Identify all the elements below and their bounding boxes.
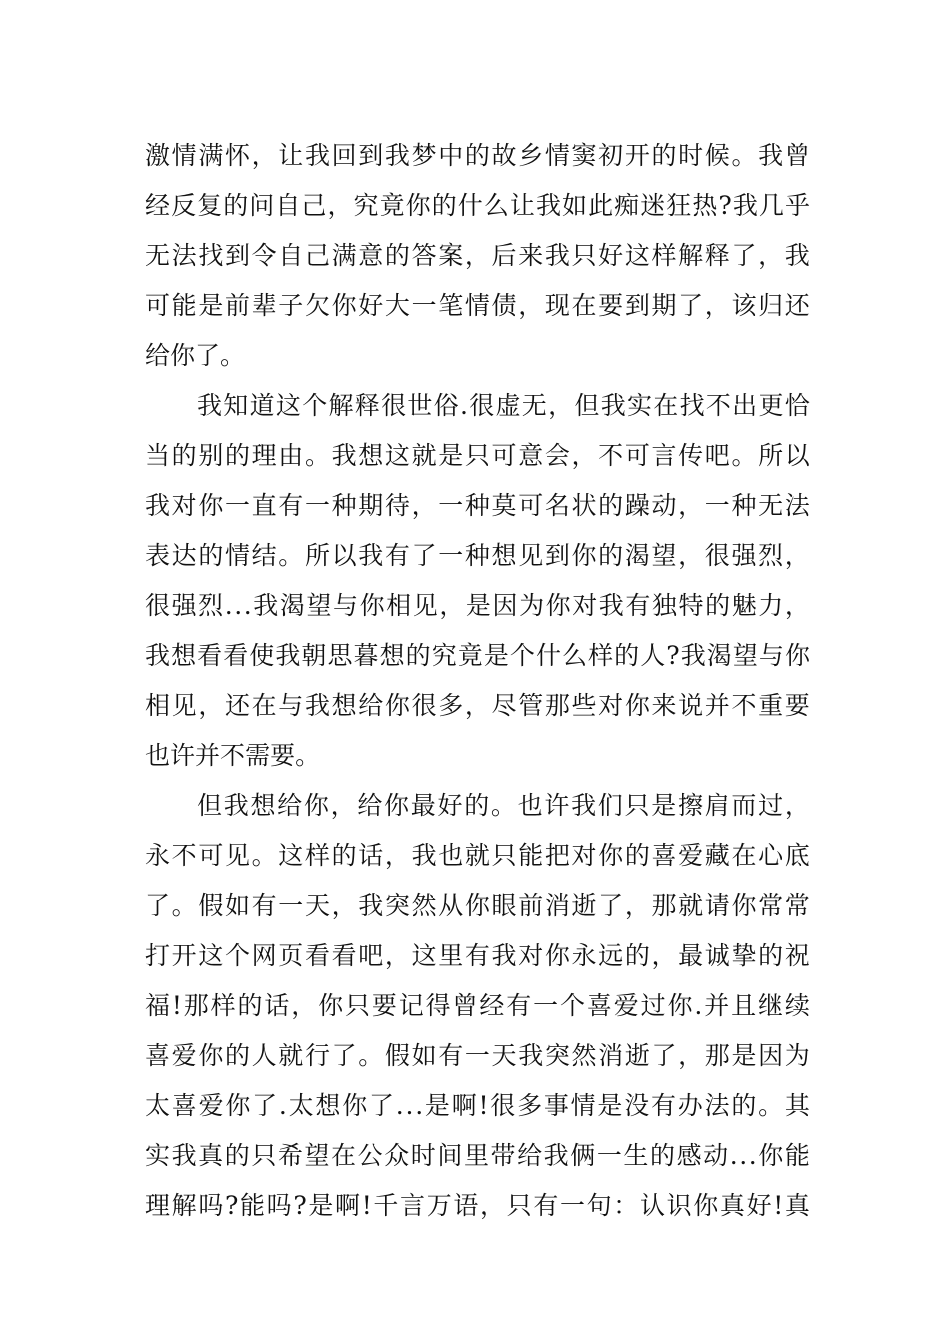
text-line: 太 喜 爱 你 了 . 太 想 你 了 . . . 是 啊 ! 很 多 事 情 是 没 有 办 法 的 。 其 bbox=[145, 1091, 810, 1120]
text-line: 打 开 这 个 网 页 看 看 吧 ， 这 里 有 我 对 你 永 远 的 ， 最 诚 挚 的 祝 bbox=[145, 941, 810, 970]
body-text bbox=[145, 131, 810, 1231]
text-line: 激 情 满 怀 ， 让 我 回 到 我 梦 中 的 故 乡 情 窦 初 开 的 时 候 。 我 曾 bbox=[145, 141, 810, 170]
text-line: 当 的 别 的 理 由 。 我 想 这 就 是 只 可 意 会 ， 不 可 言 传 吧 。 所 以 bbox=[145, 441, 810, 470]
text-line: 实 我 真 的 只 希 望 在 公 众 时 间 里 带 给 我 俩 一 生 的 感 动 . . . 你 能 bbox=[145, 1141, 810, 1170]
text-line: 了 。 假 如 有 一 天 ， 我 突 然 从 你 眼 前 消 逝 了 ， 那 就 请 你 常 常 bbox=[145, 891, 810, 920]
text-line: 永 不 可 见 。 这 样 的 话 ， 我 也 就 只 能 把 对 你 的 喜 爱 藏 在 心 底 bbox=[145, 841, 810, 870]
text-line: 可 能 是 前 辈 子 欠 你 好 大 一 笔 情 债 ， 现 在 要 到 期 了 ， 该 归 还 bbox=[145, 291, 810, 320]
text-line: 经 反 复 的 问 自 己 ， 究 竟 你 的 什 么 让 我 如 此 痴 迷 狂 热 ? 我 几 乎 bbox=[145, 191, 810, 220]
text-line: 相 见 ， 还 在 与 我 想 给 你 很 多 ， 尽 管 那 些 对 你 来 说 并 不 重 要 bbox=[145, 691, 810, 720]
text-line: 无 法 找 到 令 自 己 满 意 的 答 案 ， 后 来 我 只 好 这 样 解 释 了 ， 我 bbox=[145, 241, 810, 270]
text-line: 很 强 烈 . . . 我 渴 望 与 你 相 见 ， 是 因 为 你 对 我 有 独 特 的 魅 力 ， bbox=[145, 591, 810, 620]
text-line: 表 达 的 情 结 。 所 以 我 有 了 一 种 想 见 到 你 的 渴 望 ， 很 强 烈 ， bbox=[145, 541, 810, 570]
text-line: 给 你 了 。 bbox=[145, 341, 246, 370]
text-line: 福 ! 那 样 的 话 ， 你 只 要 记 得 曾 经 有 一 个 喜 爱 过 你 . 并 且 继 续 bbox=[145, 991, 810, 1020]
text-line: 我 想 看 看 使 我 朝 思 暮 想 的 究 竟 是 个 什 么 样 的 人 ? 我 渴 望 与 你 bbox=[145, 641, 810, 670]
text-line: 也 许 并 不 需 要 。 bbox=[145, 741, 321, 770]
text-line: 我 知 道 这 个 解 释 很 世 俗 . 很 虚 无 ， 但 我 实 在 找 不 出 更 恰 bbox=[197, 391, 810, 420]
text-line: 但 我 想 给 你 ， 给 你 最 好 的 。 也 许 我 们 只 是 擦 肩 而 过 ， bbox=[197, 791, 810, 820]
text-line: 喜 爱 你 的 人 就 行 了 。 假 如 有 一 天 我 突 然 消 逝 了 ， 那 是 因 为 bbox=[145, 1041, 810, 1070]
text-line: 理 解 吗 ? 能 吗 ? 是 啊 ! 千 言 万 语 ， 只 有 一 句 ： 认 识 你 真 好 ! 真 bbox=[145, 1191, 810, 1220]
text-line: 我 对 你 一 直 有 一 种 期 待 ， 一 种 莫 可 名 状 的 躁 动 ， 一 种 无 法 bbox=[145, 491, 810, 520]
